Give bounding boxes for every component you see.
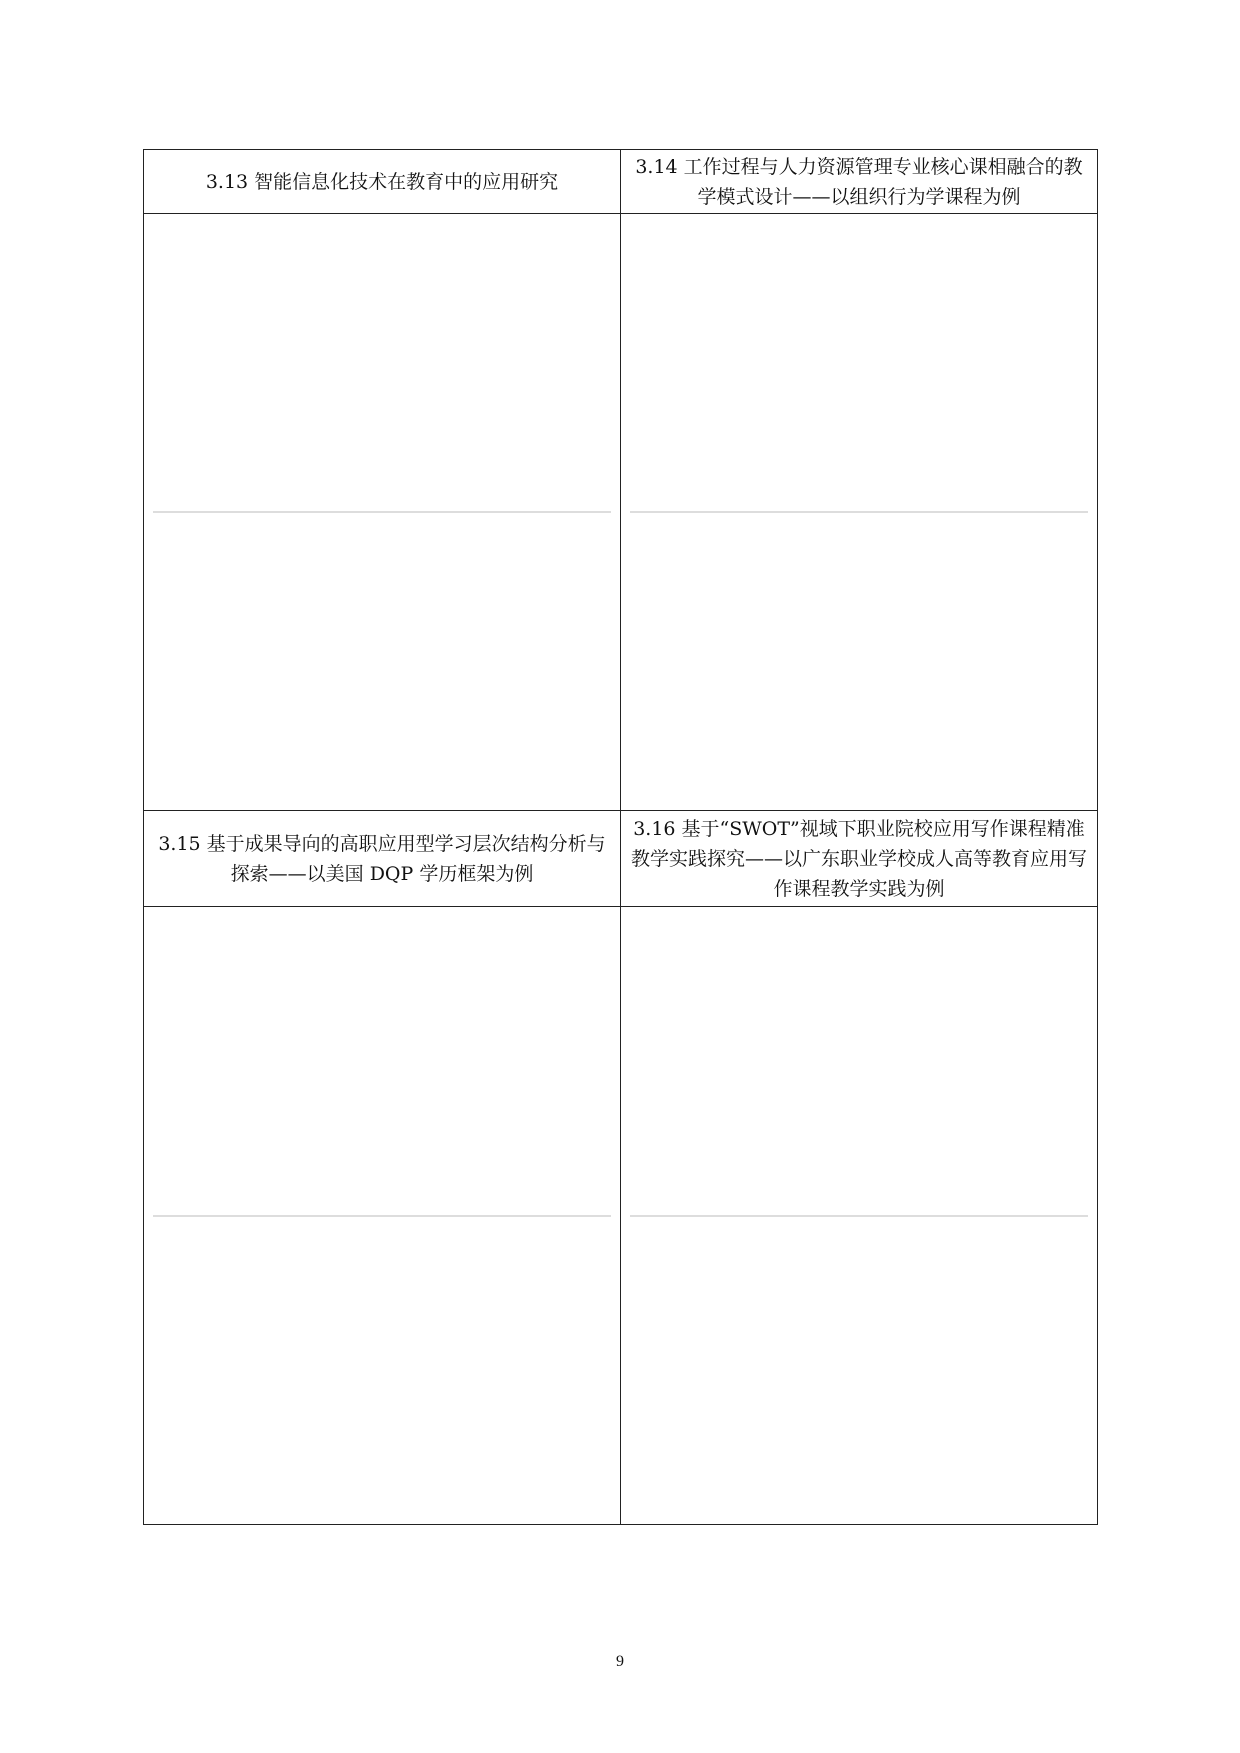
caption-3-15: 3.15 基于成果导向的高职应用型学习层次结构分析与探索——以美国 DQP 学历框架为例: [144, 811, 621, 907]
caption-3-13: 3.13 智能信息化技术在教育中的应用研究: [144, 150, 621, 214]
cell-paper-2: [621, 214, 1098, 811]
page-number: 9: [616, 1653, 624, 1670]
paper-grid-table: [143, 149, 1098, 1525]
caption-3-14: 3.14 工作过程与人力资源管理专业核心课相融合的教学模式设计——以组织行为学课程为例: [621, 150, 1098, 214]
cell-paper-1: [144, 214, 621, 811]
cell-paper-4: [621, 907, 1098, 1525]
cell-paper-3: [144, 907, 621, 1525]
caption-3-16: 3.16 基于“SWOT”视域下职业院校应用写作课程精准教学实践探究——以广东职业学校成人高等教育应用写作课程教学实践为例: [621, 811, 1098, 907]
